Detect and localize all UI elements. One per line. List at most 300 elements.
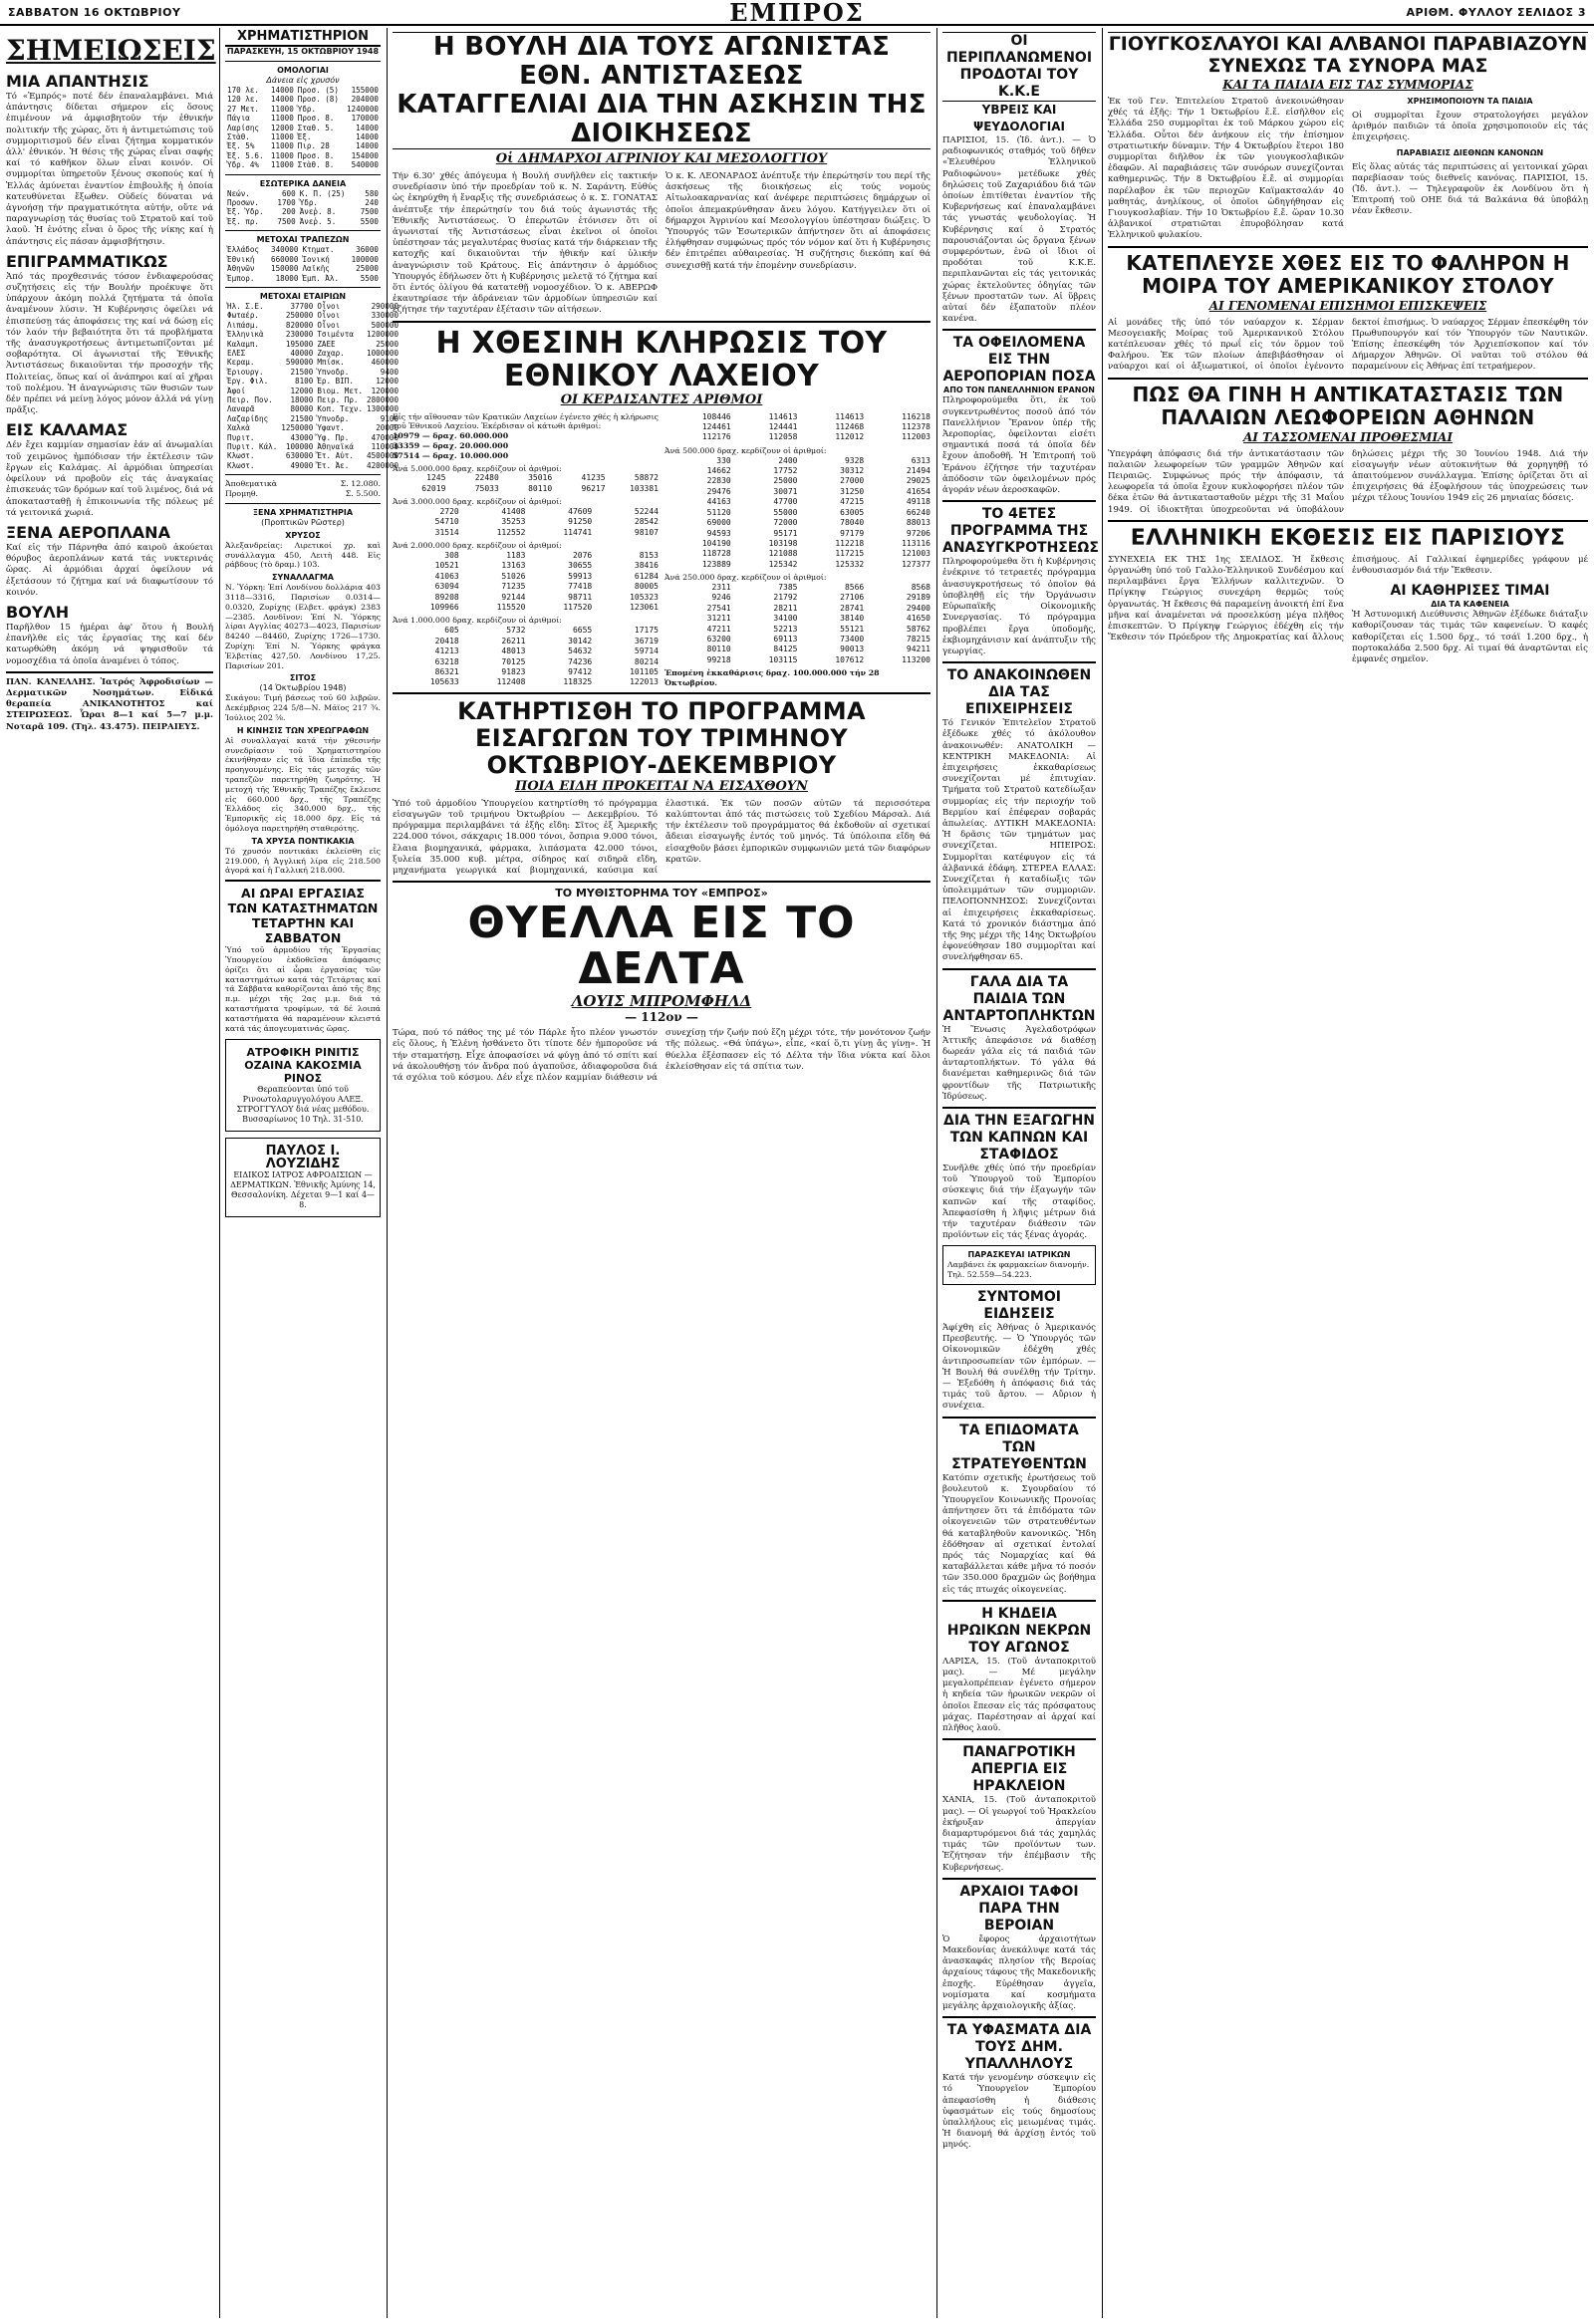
market-cell: Καλαμπ. <box>227 339 260 349</box>
table-heading: ΤΑ ΧΡΥΣΑ ΠΟΝΤΙΚΑΚΙΑ <box>251 836 355 846</box>
headline: ΠΑΝΑΓΡΟΤΙΚΗ ΑΠΕΡΓΙΑ ΕΙΣ ΗΡΑΚΛΕΙΟΝ <box>962 1744 1076 1795</box>
note-value: Σ. 12.080. <box>340 479 381 489</box>
table-heading: Η ΚΙΝΗΣΙΣ ΤΩΝ ΧΡΕΩΓΡΑΦΩΝ <box>236 725 370 735</box>
lottery-category: Ἀνά 1.000.000 δραχ. κερδίζουν οἱ ἀριθμοί: <box>393 616 562 626</box>
market-cell: Πάγια <box>227 114 250 124</box>
market-cell: 204000 <box>351 95 379 105</box>
lottery-number: 112176 <box>701 432 731 442</box>
headline: ΠΩΣ ΘΑ ΓΙΝΗ Η ΑΝΤΙΚΑΤΑΣΤΑΣΙΣ ΤΩΝ ΠΑΛΑΙΩΝ ΛΕΩΦΟΡΕΙΩΝ ΑΘΗΝΩΝ <box>1132 382 1564 429</box>
market-cell: 100000 <box>285 442 314 451</box>
market-cell: 155000 <box>351 86 379 95</box>
lottery-number: 96217 <box>581 483 606 493</box>
lottery-number: 41408 <box>501 507 526 517</box>
lottery-number: 21494 <box>906 466 930 476</box>
lottery-number: 114741 <box>563 527 593 537</box>
article-body: Πληροφορούμεθα ὅτι, ἐκ τοῦ συγκεντρωθέντος ποσοῦ ἀπό τόν Πανελλήνιον Ἔρανον ὑπέρ τῆς Ἀεροπορίας, ὀφείλονται εἰσέτι σημαντικά ποσά τά ὁποῖα δέν ἔχουν ἀποδοθῆ. Ἡ Ἐπιτροπή τοῦ Ἐράνου ἐζήτησε τήν ταχυτέραν ἀπόδοσιν τῶν ὀφειλομένων πρός ἀγοράν νέων ἀεροσκαφῶν. <box>942 395 1099 496</box>
market-cell: Λαναρᾶ <box>227 404 255 414</box>
lottery-number: 80110 <box>528 483 553 493</box>
market-cell: Βιομ. Μετ. <box>317 386 364 395</box>
market-cell: 5500 <box>360 216 379 226</box>
lottery-prize: 57514 — δραχ. 10.000.000 <box>393 450 509 460</box>
masthead: ΕΜΠΡΟΣ <box>729 0 865 27</box>
lottery-numbers <box>664 583 930 665</box>
market-cell: 12000 <box>270 123 294 132</box>
lottery-number: 94593 <box>706 528 731 538</box>
market-cell: Ἐξ. <box>297 132 312 142</box>
market-cell: Κλωστ. <box>227 460 255 470</box>
lottery-number: 123889 <box>701 559 731 569</box>
market-cell: 4500000 <box>367 451 399 461</box>
headline: Η ΚΗΔΕΙΑ ΗΡΩΙΚΩΝ ΝΕΚΡΩΝ ΤΟΥ ΑΓΩΝΟΣ <box>946 1605 1092 1656</box>
lottery-number: 30142 <box>568 636 593 646</box>
lottery-number: 30071 <box>773 486 798 496</box>
market-row <box>225 132 381 141</box>
hours-heading: ΑΙ ΩΡΑΙ ΕΡΓΑΣΙΑΣ ΤΩΝ ΚΑΤΑΣΤΗΜΑΤΩΝ ΤΕΤΑΡΤΗΝ ΚΑΙ ΣΑΒΒΑΤΟΝ <box>227 886 379 946</box>
headline: ΚΑΤΕΠΛΕΥΣΕ ΧΘΕΣ ΕΙΣ ΤΟ ΦΑΛΗΡΟΝ Η ΜΟΙΡΑ ΤΟΥ ΑΜΕΡΙΚΑΝΙΚΟΥ ΣΤΟΛΟΥ <box>1126 250 1570 298</box>
market-row <box>225 95 381 104</box>
market-cell: Οἶνοι <box>317 311 341 321</box>
article-body: Πληροφορούμεθα ὅτι ἡ Κυβέρνησις ἐνέκρινε τό τετραετές πρόγραμμα ἀνασυγκροτήσεως τό ὁποῖον θά ὑποβληθῇ εἰς τήν Ὀργάνωσιν Εὐρωπαϊκῆς Οἰκονομικῆς Συνεργασίας. Τό πρόγραμμα προβλέπει ἔργα ὑποδομῆς, ἐκβιομηχάνισιν καί ἀνάπτυξιν τῆς γεωργίας. <box>942 557 1099 656</box>
market-cell: 25000 <box>376 339 399 349</box>
lottery-number: 91823 <box>501 666 526 676</box>
market-cell: Ὕφ. Πρ. <box>317 432 350 442</box>
lottery-number: 47211 <box>706 624 731 634</box>
market-cell: 1200000 <box>367 330 399 340</box>
lottery-number: 80214 <box>634 656 659 666</box>
lottery-number: 2311 <box>711 582 731 592</box>
lottery-number: 21792 <box>773 593 798 603</box>
loans-table <box>225 189 381 227</box>
lottery-number: 35253 <box>501 517 526 527</box>
lottery-number: 34100 <box>773 614 798 624</box>
doctor-advertisement: ΠΑΝ. ΚΑΝΕΛΛΗΣ. Ἰατρός Ἀφροδισίων — Δερματικῶν Νοσημάτων. Εἰδικά θεραπεία ΑΝΙΚΑΝΟΤΗΤΟΣ καί ΣΤΕΙΡΩΣΕΩΣ. Ὧραι 8—1 καί 5—7 μ.μ. Νοταρᾶ 109. (Τηλ. 43.475). ΠΕΙΡΑΙΕΥΣ. <box>6 676 216 732</box>
market-cell: 170 λε. <box>227 86 260 95</box>
lottery-number: 84125 <box>773 645 798 654</box>
market-row <box>225 395 400 404</box>
lottery-number: 17175 <box>634 626 659 636</box>
table-heading: ΟΜΟΛΟΓΙΑΙ <box>277 66 329 75</box>
lottery-number: 29476 <box>706 486 731 496</box>
lottery-number: 28741 <box>840 603 865 613</box>
article-body: ΧΑΝΙΑ, 15. (Τοῦ ἀνταποκριτοῦ μας). — Οἱ γεωργοί τοῦ Ἡρακλείου ἐκήρυξαν ἀπεργίαν διαμαρτυρόμενοι διά τάς χαμηλάς τιμάς τῶν προϊόντων των. Ἐζήτησαν τήν ἐπέμβασιν τῆς Κυβερνήσεως. <box>942 1795 1099 1873</box>
lottery-number: 105633 <box>429 677 459 687</box>
market-row <box>225 189 381 198</box>
lottery-number: 8566 <box>844 582 865 592</box>
market-cell: 1300000 <box>367 404 399 414</box>
notice-title: ΠΑΡΑΣΚΕΥΑΙ ΙΑΤΡΙΚΩΝ <box>967 1250 1071 1260</box>
table-heading: ΣΥΝΑΛΛΑΓΜΑ <box>272 573 334 583</box>
market-cell: 11000 <box>270 160 294 170</box>
issue-date: ΣΑΒΒΑΤΟΝ 16 ΟΚΤΩΒΡΙΟΥ <box>8 6 181 19</box>
lottery-number: 90013 <box>840 645 865 654</box>
article-body: Δέν ἔχει καμμίαν σημασίαν ἐάν αἱ ἀνωμαλίαι τοῦ χειμῶνος ἠμπόδισαν τήν ἐκτέλεσιν τῶν ἔργων εἰς Καλάμας. Αἱ ἀρμόδιαι ὑπηρεσίαι ὀφείλουν νά προβοῦν εἰς τάς ἀναγκαίας ἐπισκευάς τῶν δρόμων καί τοῦ λιμένος, διά νά ἀποκατασταθῇ ἡ ἐπικοινωνία τῆς πόλεως μέ τά γειτονικά χωριά. <box>6 440 216 518</box>
market-cell: Ἐλληνικὰ <box>227 330 264 340</box>
market-cell: 36000 <box>356 245 379 255</box>
market-cell: Προσων. <box>227 198 260 208</box>
article-body: Τό Γενικόν Ἐπιτελεῖον Στρατοῦ ἐξέδωκε χθές τό ἀκόλουθον ἀνακοινωθέν: ΑΝΑΤΟΛΙΚΗ — ΚΕΝΤΡΙΚΗ ΜΑΚΕΔΟΝΙΑ: Αἱ ἐπιχειρήσεις ἐκκαθαρίσεως συνεχίζονται μέ ἐπιτυχίαν. Τμήματα τοῦ Στρατοῦ κατεδίωξαν συμμορίας εἰς τήν περιοχήν τοῦ Βερμίου καί ἐπέφεραν σοβαράς ἀπωλείας. ΔΥΤΙΚΗ ΜΑΚΕΔΟΝΙΑ: Ἡ δρᾶσις τῶν τμημάτων μας συνεχίζεται. ΗΠΕΙΡΟΣ: Συμμορῖται κατέφυγον εἰς τά ἀλβανικά ἐδάφη. ΣΤΕΡΕΑ ΕΛΛΑΣ: Συνεχίζεται ἡ καταδίωξις τῶν ὑπολειμμάτων τῶν συμμοριῶν. ΠΕΛΟΠΟΝΝΗΣΟΣ: Συνεχίζονται αἱ ἐπιχειρήσεις ἐκκαθαρίσεως. Κατά τό χρονικόν διάστημα ἀπό τῆς 9ης μέχρι τῆς 14ης Ὀκτωβρίου ἐφονεύθησαν 180 συμμορῖται καί συνελήφθησαν 65. <box>942 718 1099 963</box>
lottery-number: 86321 <box>434 666 459 676</box>
market-row <box>225 442 400 451</box>
article-body: Εἰς ὅλας αὐτάς τάς περιπτώσεις αἱ γειτονικαί χῶραι παρεβίασαν τούς διεθνεῖς κανόνας. ΠΑΡΙΣΙΟΙ, 15. (Ἰδ. ἀντ.). — Τηλεγραφοῦν ἐκ Λονδίνου ὅτι ἡ Ἐπιτροπή τοῦ ΟΗΕ διά τά Βαλκάνια θά ὑποβάλῃ νέαν ἔκθεσιν. <box>1352 161 1591 217</box>
market-cell: 660000 <box>271 254 299 264</box>
section-title: ΣΗΜΕΙΩΣΕΙΣ <box>6 34 216 67</box>
market-cell: Στὰθ. 8. <box>297 160 335 170</box>
subheadline: ΚΑΙ ΤΑ ΠΑΙΔΙΑ ΕΙΣ ΤΑΣ ΣΥΜΜΟΡΙΑΣ <box>1222 78 1473 92</box>
column-divider <box>219 28 220 2318</box>
market-cell: 14000 <box>270 86 294 95</box>
lottery-number: 605 <box>444 626 459 636</box>
subheadline: ΧΡΗΣΙΜΟΠΟΙΟΥΝ ΤΑ ΠΑΙΔΙΑ <box>1407 97 1533 106</box>
market-cell: 470000 <box>371 432 399 442</box>
lottery-number: 22480 <box>474 473 499 483</box>
lottery-category: Ἀνά 500.000 δραχ. κερδίζουν οἱ ἀριθμοί: <box>664 445 827 455</box>
lottery-number: 124461 <box>701 422 731 432</box>
lottery-number: 9246 <box>711 593 731 603</box>
table-heading: ΣΙΤΟΣ <box>289 673 317 683</box>
market-row <box>225 433 400 442</box>
market-cell: Ὑπνοδρ. <box>317 413 350 423</box>
lottery-number: 66240 <box>906 507 930 517</box>
market-cell: Κεραμ. <box>227 358 255 368</box>
market-cell: Τσιμέντα <box>317 330 354 340</box>
headline: ΔΙΑ ΤΗΝ ΕΞΑΓΩΓΗΝ ΤΩΝ ΚΑΠΝΩΝ ΚΑΙ ΣΤΑΦΙΔΟΣ <box>942 1113 1096 1162</box>
table-heading: ΞΕΝΑ ΧΡΗΜΑΤΙΣΤΗΡΙΑ <box>252 507 354 517</box>
lottery-number: 97179 <box>840 528 865 538</box>
subheadline: ΑΙ ΓΕΝΟΜΕΝΑΙ ΕΠΙΣΗΜΟΙ ΕΠΙΣΚΕΨΕΙΣ <box>1208 298 1487 313</box>
lottery-number: 54710 <box>434 517 459 527</box>
lottery-number: 103198 <box>768 538 798 548</box>
lottery-number: 41650 <box>906 614 930 624</box>
serial-author: ΛΟΥΙΣ ΜΠΡΟΜΦΗΛΔ <box>571 992 752 1011</box>
market-cell: 18000 <box>275 273 299 283</box>
lottery-number: 63218 <box>434 656 459 666</box>
lottery-numbers <box>664 456 930 570</box>
lottery-number: 103381 <box>630 483 659 493</box>
market-cell: Σταθ. 5. <box>297 123 335 132</box>
market-row <box>225 274 381 283</box>
market-cell: 9400 <box>380 367 399 377</box>
article-body: Ἀφίχθη εἰς Ἀθήνας ὁ Ἀμερικανός Πρεσβευτής. — Ὁ Ὑπουργός τῶν Οἰκονομικῶν ἐδέχθη χθές ἀντιπροσωπείαν τῶν ἐμπόρων. — Ἡ Βουλή θά συνέλθῃ τήν Τρίτην. — Ἐξεδόθη ἡ ἀπόφασις διά τάς τιμάς τοῦ ἄρτου. — Αὔριον ἡ συνέχεια. <box>942 1323 1099 1412</box>
market-row <box>225 114 381 123</box>
lottery-number: 89208 <box>434 592 459 602</box>
fx-text: Ν. Ὑόρκη: Ἐπί Λονδίνου δολλάρια 403 3118—3316, Παρισίων 0.0314—0.0320, Ζυρίχης (Ελβετ. φράγκ) 2383 —2385. Λονδῖνον: Ἐπί Ν. Ὑόρκης λίραι Αγγλίας 40273—4023, Παρισίων 84240 —84460, Ζυρίχης 1726—1730. Ζυρίχη: Ἐπί Ν. Ὑόρκης φράγκα Ἐλβετίας 427,50. Λονδίνου 17,25. Παρισίων 201. <box>225 583 384 670</box>
table-subheading: Δάνεια εἰς χρυσόν <box>266 76 340 85</box>
lottery-number: 35016 <box>528 473 553 483</box>
market-cell: 12000 <box>376 377 399 387</box>
article-body: Ὁ κ. Κ. ΛΕΟΝΑΡΔΟΣ ἀνέπτυξε τήν ἐπερώτησίν του περί τῆς ἀσκήσεως τῆς διοικήσεως εἰς τούς νομούς Αἰτωλοακαρνανίας καί ἀνέφερε περιπτώσεις δημάρχων οἱ ὁποῖοι ἀπεμακρύνθησαν ἄνευ λόγου. Κατήγγειλεν ὅτι οἱ δήμαρχοι Ἀγρινίου καί Μεσολογγίου ὑπέστησαν διώξεις. Ὁ Ὑπουργός τῶν Ἐσωτερικῶν ἀπήντησεν ὅτι αἱ ἀποφάσεις ἐλήφθησαν συμφώνως πρός τόν νόμον καί ὅτι ἡ Κυβέρνησις δέν ἐπιτρέπει αὐθαιρεσίας. Ἡ συζήτησις διεκόπη καί θά συνεχισθῇ κατά τήν ἑπομένην συνεδρίασιν. <box>665 171 933 271</box>
market-cell: 40000 <box>290 348 314 358</box>
article-body: Ὁ ἔφορος ἀρχαιοτήτων Μακεδονίας ἀνεκάλυψε κατά τάς ἀνασκαφάς πλησίον τῆς Βεροίας ἀρχαίους τάφους τῆς Μακεδονικῆς ἐποχῆς. Εὑρέθησαν ἀγγεῖα, νομίσματα καί κοσμήματα μεγάλης ἀρχαιολογικῆς ἀξίας. <box>942 1934 1099 2011</box>
headline: ΚΑΤΗΡΤΙΣΘΗ ΤΟ ΠΡΟΓΡΑΜΜΑ ΕΙΣΑΓΩΓΩΝ ΤΟΥ ΤΡΙΜΗΝΟΥ ΟΚΤΩΒΡΙΟΥ-ΔΕΚΕΜΒΡΙΟΥ <box>457 696 866 779</box>
lottery-number: 112378 <box>902 422 930 432</box>
lottery-number: 330 <box>716 455 731 465</box>
article-heading: ΒΟΥΛΗ <box>6 602 70 622</box>
market-cell: 37700 <box>290 301 314 311</box>
lottery-number: 124441 <box>768 422 798 432</box>
headline: ΟΙ ΠΕΡΙΠΛΑΝΩΜΕΝΟΙ ΠΡΟΔΟΤΑΙ ΤΟΥ Κ.Κ.Ε <box>942 32 1096 101</box>
market-cell: ΖΑΕΕ <box>317 339 336 349</box>
lottery-number: 47215 <box>840 497 865 507</box>
lottery-number: 95171 <box>773 528 798 538</box>
lottery-number: 105323 <box>630 592 659 602</box>
headline: ΑΙ ΚΑΘΗΡΙΣΕΣ ΤΙΜΑΙ <box>1390 583 1550 600</box>
market-cell: 8100 <box>295 377 314 387</box>
market-cell: Πυριτ. <box>227 432 255 442</box>
subheadline: Οἱ ΔΗΜΑΡΧΟΙ ΑΓΡΙΝΙΟΥ ΚΑΙ ΜΕΣΟΛΟΓΓΙΟΥ <box>393 148 930 167</box>
lottery-number: 10521 <box>434 561 459 571</box>
market-cell: 11000 <box>270 132 294 142</box>
market-row <box>225 151 381 160</box>
market-row <box>225 377 400 386</box>
lottery-number: 1245 <box>426 473 446 483</box>
market-cell: 14000 <box>356 141 379 151</box>
lottery-footer: Ἑπομένη ἐκκαθάρισις δραχ. 100.000.000 τήν 28 Ὀκτωβρίου. <box>664 668 880 687</box>
ad-body: ΕΙΔΙΚΟΣ ΙΑΤΡΟΣ ΑΦΡΟΔΙΣΙΩΝ — ΔΕΡΜΑΤΙΚΩΝ. Ἐθνικῆς Ἀμύνης 14, Θεσσαλονίκη. Δέχεται 9—1 καί 4—8. <box>230 1170 376 1210</box>
market-cell: Ἀθηναϊκά <box>317 442 354 451</box>
market-cell: Προσ. 8. <box>297 114 335 124</box>
lottery-number: 31211 <box>706 614 731 624</box>
table-heading: ΕΣΩΤΕΡΙΚΑ ΔΑΝΕΙΑ <box>259 178 347 188</box>
market-cell: 100000 <box>351 254 379 264</box>
article-body: Τήν 6.30' χθές ἀπόγευμα ἡ Βουλή συνῆλθεν εἰς τακτικήν συνεδρίασιν ὑπό τήν προεδρίαν τοῦ κ. Ν. Σαράντη. Εὐθύς ὡς ἐκηρύχθη ἡ ἔναρξις τῆς συνεδριάσεως ὁ κ. Σ. ΓΟΝΑΤΑΣ ἀνέπτυξε τήν ἐπερώτησίν του διά τούς ἀγωνιστάς τῆς Ἐθνικῆς Ἀντιστάσεως. Ὁ ἐπερωτῶν ἐτόνισεν ὅτι οἱ ἀγωνισταί τῆς Ἀντιστάσεως εἶναι ἐκεῖνοι οἱ ὁποῖοι ὑπέστησαν τάς μεγαλυτέρας θυσίας κατά τήν διάρκειαν τῆς κατοχῆς καί δικαιοῦνται τήν ἠθικήν καί ὑλικήν ἀναγνώρισιν τοῦ Κράτους. Εἰς ἀπάντησιν ὁ ἁρμόδιος Ὑπουργός ἐδήλωσεν ὅτι ἡ Κυβέρνησις μελετᾷ τό ζήτημα καί ὅτι ἐντός ὀλίγου θά κατατεθῇ νομοσχέδιον. Ὁ κ. ΑΒΕΡΩΦ ἐκαυτηρίασε τήν ἀδράνειαν τῶν ἁρμοδίων ὑπηρεσιῶν καί ἐζήτησε τήν ταχυτέραν ἐξέτασιν τῶν αἰτήσεων. <box>393 171 661 316</box>
subheadline: ΑΙ ΤΑΣΣΟΜΕΝΑΙ ΠΡΟΘΕΣΜΙΑΙ <box>1243 429 1453 444</box>
market-cell: Κτηματ. <box>302 245 335 255</box>
market-cell: 43000 <box>290 432 314 442</box>
lottery-number: 6313 <box>911 455 930 465</box>
headline: Η ΒΟΥΛΗ ΔΙΑ ΤΟΥΣ ΑΓΩΝΙΣΤΑΣ ΕΘΝ. ΑΝΤΙΣΤΑΣΕΩΣ <box>393 32 930 91</box>
market-cell: 240 <box>365 198 379 208</box>
serial-body: Τώρα, πού τό πάθος της μέ τόν Πάρλε ἦτο πλέον γνωστόν εἰς ὅλους, ἡ Ἐλένη ἠσθάνετο ὅτι τίποτε δέν ἠμποροῦσε νά τήν σταματήσῃ. Εἶχε ἀποφασίσει νά φύγῃ ἀπό τό σπίτι καί νά ἀκολουθήσῃ τόν ἄνδρα πού ἀγαποῦσε, ἀδιαφοροῦσα διά τά σχόλια τοῦ κόσμου. Δέν εἶχε πλέον καμμίαν διάθεσιν νά συνεχίσῃ τήν ζωήν πού ἔζη μέχρι τότε, τήν μονότονον ζωήν τῆς πόλεως. «Θά ὑπάγω», εἶπε, «καί ὅ,τι γίνῃ ἄς γίνῃ». Ἡ θύελλα ἐξέσπασεν εἰς τό Δέλτα τήν ἴδια νύκτα καί ὅλοι ἐκλείσθησαν εἰς τά σπίτια των. <box>393 1028 933 1083</box>
market-cell: 2800000 <box>367 394 399 404</box>
lottery-number: 112058 <box>768 432 798 442</box>
lottery-number: 41213 <box>434 646 459 656</box>
lottery-number: 2400 <box>778 455 798 465</box>
subheadline: ΟΙ ΚΕΡΔΙΣΑΝΤΕΣ ΑΡΙΘΜΟΙ <box>560 391 763 407</box>
market-cell: 12000 <box>290 386 314 395</box>
market-cell: Κλωστ. <box>227 451 255 461</box>
market-cell: Ἀθηνῶν <box>227 264 255 274</box>
gold-text: Ἀλεξανδρείας: Λιρετικοί χρ. καὶ συνάλλαγμα 450, Λειτὴ 448. Εἰς ράβδους (τὸ δραμ.) 103. <box>225 540 384 570</box>
notice-box <box>942 1245 1096 1285</box>
market-cell: Κοπ. Τεχν. <box>317 404 364 414</box>
bonds-table <box>225 86 381 170</box>
lottery-number: 27000 <box>840 476 865 486</box>
market-cell: 340000 <box>271 245 299 255</box>
article-heading: ΕΠΙΓΡΑΜΜΑΤΙΚΩΣ <box>6 251 168 271</box>
market-cell: 11000 <box>270 141 294 151</box>
lottery-number: 41654 <box>906 486 930 496</box>
table-heading: ΜΕΤΟΧΑΙ ΕΤΑΙΡΙΩΝ <box>259 291 347 301</box>
lottery-number: 78215 <box>906 634 930 644</box>
market-cell: Προσ. (8) <box>297 95 339 105</box>
market-cell: 500000 <box>371 320 399 330</box>
lottery-number: 63094 <box>434 582 459 592</box>
headline: ΤΟ ΑΝΑΚΟΙΝΩΘΕΝ ΔΙΑ ΤΑΣ ΕΠΙΧΕΙΡΗΣΕΙΣ <box>946 667 1092 718</box>
market-row <box>225 255 381 264</box>
lottery-number: 63005 <box>840 507 865 517</box>
lottery-number: 30655 <box>568 561 593 571</box>
market-cell: Ἀνεῤ. 8. <box>299 207 337 217</box>
market-cell: 21500 <box>290 413 314 423</box>
market-cell: 600 <box>281 188 296 198</box>
lottery-number: 116218 <box>902 411 930 421</box>
market-cell: 18000 <box>290 394 314 404</box>
lottery-number: 113116 <box>902 538 930 548</box>
market-cell: Προσ. 8. <box>297 150 335 160</box>
lottery-number: 2076 <box>572 551 593 561</box>
lottery-number: 31514 <box>434 527 459 537</box>
market-cell: Ἐμπορ. <box>227 273 255 283</box>
market-cell: 110000 <box>371 442 399 451</box>
market-cell: 1250000 <box>281 423 314 433</box>
market-cell: 590000 <box>285 358 314 368</box>
table-heading: ΜΕΤΟΧΑΙ ΤΡΑΠΕΖΩΝ <box>256 235 350 245</box>
article-body: Ἀπό τάς προχθεσινάς τόσον ἐνδιαφερούσας συζητήσεις εἰς τήν Βουλήν προέκυψε ὅτι ὑπάρχουν ἀκόμη πολλά ζητήματα τά ὁποῖα ἀναμένουν λύσιν. Ἡ Κυβέρνησις ὀφείλει νά ἐπισπεύσῃ τάς ἀποφάσεις της καί νά δώσῃ εἰς τόν λαόν τήν βεβαιότητα ὅτι τά προβλήματα τῆς ἀνασυγκροτήσεως ἀντιμετωπίζονται μέ σοβαρότητα. Οἱ ἀγωνισταί τῆς Ἐθνικῆς Ἀντιστάσεως δικαιοῦνται τήν προσοχήν τῆς Πολιτείας, ὅπως καί οἱ ἀνάπηροι καί αἱ χῆραι τοῦ πολέμου. Ἡ ἀναγνώρισις τῶν θυσιῶν των δέν πρέπει νά μείνῃ λόγος μόνον ἀλλά νά γίνῃ πρᾶξις. <box>6 271 216 416</box>
page-header <box>0 0 1594 27</box>
market-row <box>225 302 400 311</box>
market-cell: 9100 <box>380 413 399 423</box>
lottery-number: 1183 <box>506 551 526 561</box>
market-cell: 290000 <box>371 301 399 311</box>
headline: ΑΡΧΑΙΟΙ ΤΑΦΟΙ ΠΑΡΑ ΤΗΝ ΒΕΡΟΙΑΝ <box>959 1883 1079 1934</box>
subheadline: ΠΟΙΑ ΕΙΔΗ ΠΡΟΚΕΙΤΑΙ ΝΑ ΕΙΣΑΧΘΟΥΝ <box>515 778 808 794</box>
lottery-number: 97412 <box>568 666 593 676</box>
lottery-number: 29400 <box>906 603 930 613</box>
market-cell: Κ. Π. (25) <box>299 188 346 198</box>
market-cell: 154000 <box>351 150 379 160</box>
lottery-number: 78040 <box>840 518 865 528</box>
market-cell: Ὑδρ. <box>299 198 318 208</box>
market-cell: Ἀνεῤ. 5. <box>299 216 337 226</box>
ad-title: ΑΤΡΟΦΙΚΗ ΡΙΝΙΤΙΣ ΟΖΑΙΝΑ ΚΑΚΟΣΜΙΑ ΡΙΝΟΣ <box>244 1046 362 1086</box>
market-row <box>225 358 400 367</box>
notice-body: Λαμβάνει ἐκ φαρμακείων διανομήν. Τηλ. 52.559—54.223. <box>947 1260 1090 1280</box>
headline: ΤΑ ΕΠΙΔΟΜΑΤΑ ΤΩΝ ΣΤΡΑΤΕΥΘΕΝΤΩΝ <box>951 1421 1087 1472</box>
lottery-prize: 33359 — δραχ. 20.000.000 <box>393 441 509 451</box>
note-label: Ἀποθεματικὰ <box>225 479 278 489</box>
lottery-number: 98107 <box>634 527 659 537</box>
companies-table <box>225 302 400 470</box>
lottery-number: 29025 <box>906 476 930 486</box>
headline: ΤΟ 4ΕΤΕΣ ΠΡΟΓΡΑΜΜΑ ΤΗΣ ΑΝΑΣΥΓΚΡΟΤΗΣΕΩΣ <box>942 506 1099 557</box>
lottery-number: 77418 <box>568 582 593 592</box>
article-body: Τό «Ἐμπρός» ποτέ δέν ἐπαναλαμβάνει. Μιά ἀπάντησις δίδεται σήμερον εἰς ὅσους ἐπιμένουν νά ἀμφισβητοῦν τήν ἐθνικήν πολιτικήν τῆς χώρας, ὅτι ἡ ἀντιμετώπισις τοῦ συμμοριτισμοῦ δέν εἶναι ζήτημα κομματικόν ἀλλ' ἐθνικόν. Ἡ θέσις τῆς χώρας εἶναι σαφής καί τό καθῆκον ὅλων εἶναι κοινόν. Οἱ συμμορίται ὑπηρετοῦν ξένους σκοπούς καί ἡ Ἑλλάς ἀμύνεται ἐναντίον ἐπιβουλῆς ἡ ὁποία κατευθύνεται ἔξωθεν. Οὐδείς δύναται νά ἀγνοήσῃ τήν πραγματικότητα αὐτήν, οὔτε νά παραγνωρίσῃ τάς θυσίας τοῦ Στρατοῦ καί τοῦ λαοῦ. Ἡ ἑνότης εἶναι ὁ ὅρος τῆς νίκης καί ἡ ἀπάντησις εἰς πάσαν ἀμφισβήτησιν. <box>6 92 216 247</box>
lottery-number: 109966 <box>429 603 459 613</box>
market-cell: 14000 <box>270 95 294 105</box>
hours-text: Ὑπό τοῦ ἁρμοδίου τῆς Ἐργασίας Ὑπουργείου ἐκδοθεῖσα ἀπόφασις ὁρίζει ὅτι αἱ ὧραι ἐργασίας τῶν καταστημάτων κατά τάς Τετάρτας καί τά Σάββατα καθορίζονται ἀπό τῆς 8ης π.μ. μέχρι τῆς 2ας μ.μ. διά τά καταστήματα τροφίμων, τά δέ λοιπά καταστήματα θά παραμένουν κλειστά κατά τάς ἀπογευματινάς ὥρας. <box>225 945 384 1033</box>
market-row <box>225 349 400 358</box>
market-cell: 195000 <box>285 339 314 349</box>
market-cell: Ἔτ. Ἀε. <box>317 460 350 470</box>
market-row <box>225 451 400 460</box>
market-cell: Πυριτ. Κάλ. <box>227 442 278 451</box>
lottery-number: 118325 <box>563 677 593 687</box>
market-cell: 11000 <box>270 114 294 124</box>
market-cell: 820000 <box>285 320 314 330</box>
lottery-number: 13163 <box>501 561 526 571</box>
market-cell: 120 λε. <box>227 95 260 105</box>
lottery-number: 63200 <box>706 634 731 644</box>
lottery-number: 125332 <box>835 559 865 569</box>
lottery-number: 9328 <box>844 455 865 465</box>
market-cell: Προσ. (5) <box>297 86 339 95</box>
article-body: Παρῆλθον 15 ἡμέραι ἀφ' ὅτου ἡ Βουλή ἐπανῆλθε εἰς τάς ἐργασίας της καί δέν κατωρθώθη ἀκόμη νά ψηφισθοῦν τά νομοσχέδια τά ὁποῖα ἀναμένει ὁ τόπος. <box>6 622 216 666</box>
market-cell: Πιρ. 28 <box>297 141 330 151</box>
market-cell: Στὰθ. <box>227 132 250 142</box>
lottery-number: 28211 <box>773 603 798 613</box>
lottery-number: 75033 <box>474 483 499 493</box>
table-subheading: (Προπτικῶν Ρῶστερ) <box>261 517 345 527</box>
article-heading: ΞΕΝΑ ΑΕΡΟΠΛΑΝΑ <box>6 522 170 542</box>
article-heading: ΕΙΣ ΚΑΛΑΜΑΣ <box>6 420 129 440</box>
market-row <box>225 245 381 254</box>
rhinitis-ad <box>225 1039 381 1132</box>
column-news <box>942 28 1099 2315</box>
lottery-number: 7385 <box>778 582 798 592</box>
lottery-number: 36719 <box>634 636 659 646</box>
market-row <box>225 330 400 339</box>
article-body: Αἱ μονάδες τῆς ὑπό τόν ναύαρχον κ. Σέρμαν Μεσογειακῆς Μοίρας τοῦ Ἀμερικανικοῦ Στόλου κατέπλευσαν χθές τό πρωΐ εἰς τόν ὅρμον τοῦ Φαλήρου. Ἐκ τῶν πλοίων ἀπεβιβάσθησαν οἱ ναύαρχοι καί οἱ ἀξιωματικοί, οἱ ὁποῖοι ἐγένοντο δεκτοί ἐπισήμως. Ὁ ναύαρχος Σέρμαν ἐπεσκέφθη τόν Πρωθυπουργόν καί τόν Ὑπουργόν τῶν Ναυτικῶν. Ἐπίσης ἐπεσκέφθη τόν Ἀρχιεπίσκοπον καί τόν Δήμαρχον Ἀθηνῶν. Οἱ ναῦται τοῦ στόλου θά παραμείνουν εἰς Ἀθήνας ἐπί τετραήμερον. <box>1108 317 1591 373</box>
market-cell: Ἐθνική <box>227 254 255 264</box>
lottery-number: 117215 <box>835 549 865 559</box>
lottery-number: 69113 <box>773 634 798 644</box>
article-body: ΛΑΡΙΣΑ, 15. (Τοῦ ἀνταποκριτοῦ μας). — Μέ μεγάλην μεγαλοπρέπειαν ἐγένετο σήμερον ἡ κηδεία τῶν ἡρωικῶν νεκρῶν οἱ ὁποῖοι ἔπεσαν εἰς τάς πρόσφατους μάχας. Παρέστησαν αἱ ἀρχαί καί πλῆθος λαοῦ. <box>942 1656 1099 1734</box>
market-cell: Ὑδρ. <box>297 104 317 114</box>
lottery-number: 25000 <box>773 476 798 486</box>
lottery-number: 112012 <box>835 432 865 442</box>
market-row <box>225 321 400 330</box>
lottery-number: 70125 <box>501 656 526 666</box>
lottery-number: 26211 <box>501 636 526 646</box>
article-heading: ΜΙΑ ΑΠΑΝΤΗΣΙΣ <box>6 72 149 91</box>
serial-label: ΤΟ ΜΥΘΙΣΤΟΡΗΜΑ ΤΟΥ «ΕΜΠΡΟΣ» <box>555 887 768 901</box>
market-cell: Ἔτ. Αὐτ. <box>317 451 354 461</box>
lottery-number: 91250 <box>568 517 593 527</box>
lottery-number: 2720 <box>439 507 459 517</box>
lottery-number: 107612 <box>835 654 865 664</box>
market-cell: Ἐργ. Φιλ. <box>227 377 269 387</box>
lottery-number: 114613 <box>835 411 865 421</box>
market-cell: 80000 <box>290 404 314 414</box>
lottery-number: 112003 <box>902 432 930 442</box>
lottery-number: 54632 <box>568 646 593 656</box>
lottery-number: 27541 <box>706 603 731 613</box>
lottery-number: 94211 <box>906 645 930 654</box>
lottery-number: 115520 <box>496 603 526 613</box>
market-row <box>225 311 400 320</box>
lottery-number: 52213 <box>773 624 798 634</box>
market-cell: 14000 <box>356 123 379 132</box>
ad-body: Θεραπεύονται ὑπό τοῦ Ρινοωτολαρυγγολόγου ΑΛΕΞ. ΣΤΡΟΓΓΥΛΟΥ διά νέας μεθόδου. Βυσσαρίωνος 10 Τηλ. 31-510. <box>236 1085 370 1125</box>
header-rule <box>0 24 1594 26</box>
lottery-number: 121003 <box>902 549 930 559</box>
lottery-number: 52244 <box>634 507 659 517</box>
lottery-number: 308 <box>444 551 459 561</box>
ad-title: ΠΑΥΛΟΣ Ι. ΛΟΥΖΙΔΗΣ <box>265 1144 341 1172</box>
market-cell: Ὑπνοδρ. <box>317 367 350 377</box>
market-cell: Ὑφαντ. <box>317 423 345 433</box>
subheadline: ΑΠΟ ΤΟΝ ΠΑΝΕΛΛΗΝΙΟΝ ΕΡΑΝΟΝ <box>943 386 1095 395</box>
column-notes <box>6 28 216 2315</box>
doctor-ad <box>225 1138 381 1217</box>
lottery-number: 112408 <box>496 677 526 687</box>
market-cell: 120000 <box>371 386 399 395</box>
market-cell: Λαζαρίδης <box>227 413 269 423</box>
market-cell: Ἐξ. πρ. <box>227 216 260 226</box>
note-label: Προμηθ. <box>225 489 258 499</box>
market-cell: 20000 <box>376 423 399 433</box>
lottery-number: 88013 <box>906 518 930 528</box>
